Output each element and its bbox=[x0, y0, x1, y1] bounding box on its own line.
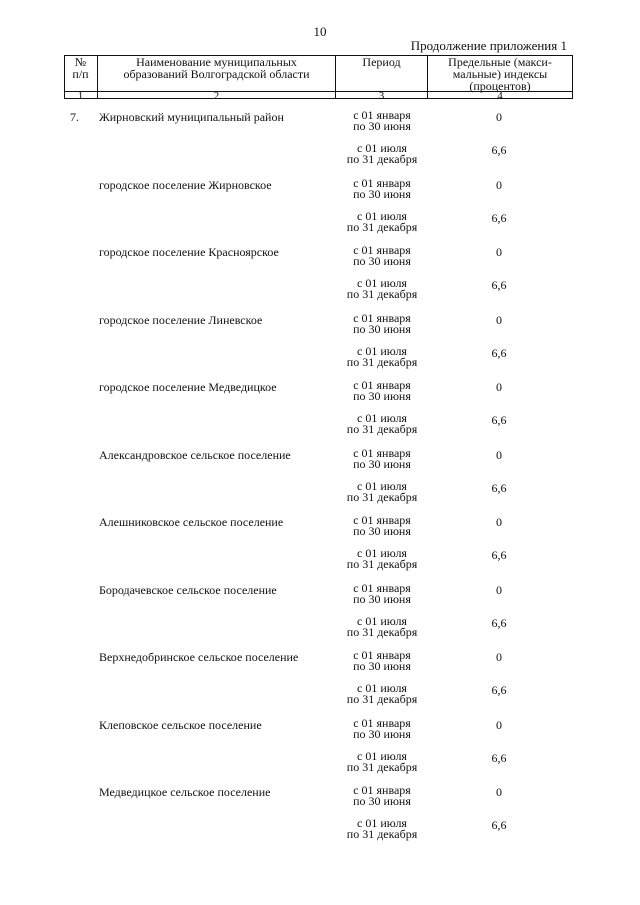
index-value: 0 bbox=[496, 583, 502, 597]
index-value: 0 bbox=[496, 313, 502, 327]
index-value: 6,6 bbox=[491, 548, 507, 562]
municipality-name: Алешниковское сельское поселение bbox=[99, 515, 284, 529]
period-line: с 01 января bbox=[353, 513, 411, 527]
period-cell bbox=[335, 616, 429, 638]
period-cell bbox=[335, 515, 429, 537]
period-line: по 31 декабря bbox=[346, 557, 418, 571]
period-cell bbox=[335, 245, 429, 267]
period-cell bbox=[335, 178, 429, 200]
period-line: по 30 июня bbox=[353, 524, 411, 538]
municipality-name: городское поселение Линевское bbox=[99, 313, 263, 327]
period-line: по 31 декабря bbox=[346, 355, 418, 369]
header-col-number: № п/п bbox=[72, 55, 89, 81]
period-line: с 01 января bbox=[353, 378, 411, 392]
header-col-period: Период bbox=[362, 55, 401, 69]
period-line: с 01 января bbox=[353, 581, 411, 595]
period-line: по 30 июня bbox=[353, 794, 411, 808]
row-number: 7. bbox=[70, 110, 79, 124]
period-line: по 31 декабря bbox=[346, 152, 418, 166]
period-line: с 01 июля bbox=[357, 614, 407, 628]
period-line: с 01 января bbox=[353, 446, 411, 460]
header-num-1: 1 bbox=[77, 90, 84, 102]
period-line: по 31 декабря bbox=[346, 692, 418, 706]
index-value: 0 bbox=[496, 515, 502, 529]
index-value: 0 bbox=[496, 650, 502, 664]
index-value: 6,6 bbox=[491, 616, 507, 630]
period-cell bbox=[335, 110, 429, 132]
index-value: 6,6 bbox=[491, 211, 507, 225]
period-line: по 31 декабря bbox=[346, 827, 418, 841]
period-line: с 01 июля bbox=[357, 209, 407, 223]
index-value: 6,6 bbox=[491, 413, 507, 427]
period-cell bbox=[335, 413, 429, 435]
index-value: 6,6 bbox=[491, 278, 507, 292]
period-cell bbox=[335, 481, 429, 503]
period-cell bbox=[335, 650, 429, 672]
period-line: с 01 июля bbox=[357, 546, 407, 560]
period-line: по 31 декабря bbox=[346, 625, 418, 639]
index-value: 0 bbox=[496, 448, 502, 462]
municipality-name: Александровское сельское поселение bbox=[99, 448, 291, 462]
period-line: по 31 декабря bbox=[346, 760, 418, 774]
index-value: 0 bbox=[496, 785, 502, 799]
municipality-name: городское поселение Красноярское bbox=[99, 245, 279, 259]
header-num-4: 4 bbox=[497, 90, 503, 102]
header-num-3: 3 bbox=[378, 90, 385, 102]
index-value: 0 bbox=[496, 178, 502, 192]
period-line: с 01 июля bbox=[357, 141, 407, 155]
municipality-name: Жирновский муниципальный район bbox=[99, 110, 284, 124]
period-cell bbox=[335, 448, 429, 470]
period-line: по 30 июня bbox=[353, 187, 411, 201]
index-value: 6,6 bbox=[491, 346, 507, 360]
period-line: с 01 июля bbox=[357, 411, 407, 425]
period-cell bbox=[335, 683, 429, 705]
period-line: по 30 июня bbox=[353, 727, 411, 741]
period-cell bbox=[335, 143, 429, 165]
municipality-name: городское поселение Жирновское bbox=[99, 178, 272, 192]
page-number: 10 bbox=[313, 24, 327, 39]
period-line: с 01 января bbox=[353, 176, 411, 190]
index-value: 6,6 bbox=[491, 751, 507, 765]
municipality-name: Верхнедобринское сельское поселение bbox=[99, 650, 299, 664]
municipality-name: Медведицкое сельское поселение bbox=[99, 785, 271, 799]
period-line: с 01 июля bbox=[357, 749, 407, 763]
period-cell bbox=[335, 211, 429, 233]
period-line: по 30 июня bbox=[353, 322, 411, 336]
header-col-indices: Предельные (макси- мальные) индексы (процентов) bbox=[448, 55, 552, 93]
period-cell bbox=[335, 278, 429, 300]
period-line: по 31 декабря bbox=[346, 422, 418, 436]
period-line: с 01 января bbox=[353, 648, 411, 662]
period-cell bbox=[335, 346, 429, 368]
period-line: с 01 июля bbox=[357, 479, 407, 493]
period-cell bbox=[335, 751, 429, 773]
index-value: 0 bbox=[496, 110, 502, 124]
period-cell bbox=[335, 718, 429, 740]
index-value: 6,6 bbox=[491, 143, 507, 157]
index-value: 6,6 bbox=[491, 818, 507, 832]
period-line: по 30 июня bbox=[353, 457, 411, 471]
municipality-name: городское поселение Медведицкое bbox=[99, 380, 277, 394]
period-line: по 30 июня bbox=[353, 254, 411, 268]
header-num-2: 2 bbox=[213, 90, 220, 102]
period-cell bbox=[335, 583, 429, 605]
period-cell bbox=[335, 548, 429, 570]
period-line: с 01 января bbox=[353, 243, 411, 257]
index-value: 0 bbox=[496, 380, 502, 394]
table-header bbox=[64, 55, 573, 102]
municipality-name: Бородачевское сельское поселение bbox=[99, 583, 277, 597]
period-line: с 01 июля bbox=[357, 816, 407, 830]
period-line: по 30 июня bbox=[353, 119, 411, 133]
continuation-label: Продолжение приложения 1 bbox=[410, 38, 567, 53]
period-cell bbox=[335, 818, 429, 840]
period-line: с 01 июля bbox=[357, 681, 407, 695]
index-value: 6,6 bbox=[491, 683, 507, 697]
period-line: по 31 декабря bbox=[346, 220, 418, 234]
period-line: по 31 декабря bbox=[346, 490, 418, 504]
period-line: по 30 июня bbox=[353, 659, 411, 673]
period-line: с 01 июля bbox=[357, 276, 407, 290]
index-value: 6,6 bbox=[491, 481, 507, 495]
municipality-name: Клеповское сельское поселение bbox=[99, 718, 262, 732]
index-value: 0 bbox=[496, 718, 502, 732]
period-line: с 01 июля bbox=[357, 344, 407, 358]
period-line: с 01 января bbox=[353, 716, 411, 730]
header-col-name: Наименование муниципальных образований Волгоградской области bbox=[123, 55, 310, 81]
period-cell bbox=[335, 313, 429, 335]
header-vrule bbox=[572, 55, 573, 99]
period-line: по 30 июня bbox=[353, 389, 411, 403]
period-cell bbox=[335, 785, 429, 807]
period-line: по 30 июня bbox=[353, 592, 411, 606]
period-line: с 01 января bbox=[353, 783, 411, 797]
index-value: 0 bbox=[496, 245, 502, 259]
period-line: по 31 декабря bbox=[346, 287, 418, 301]
period-cell bbox=[335, 380, 429, 402]
period-line: с 01 января bbox=[353, 108, 411, 122]
period-line: с 01 января bbox=[353, 311, 411, 325]
